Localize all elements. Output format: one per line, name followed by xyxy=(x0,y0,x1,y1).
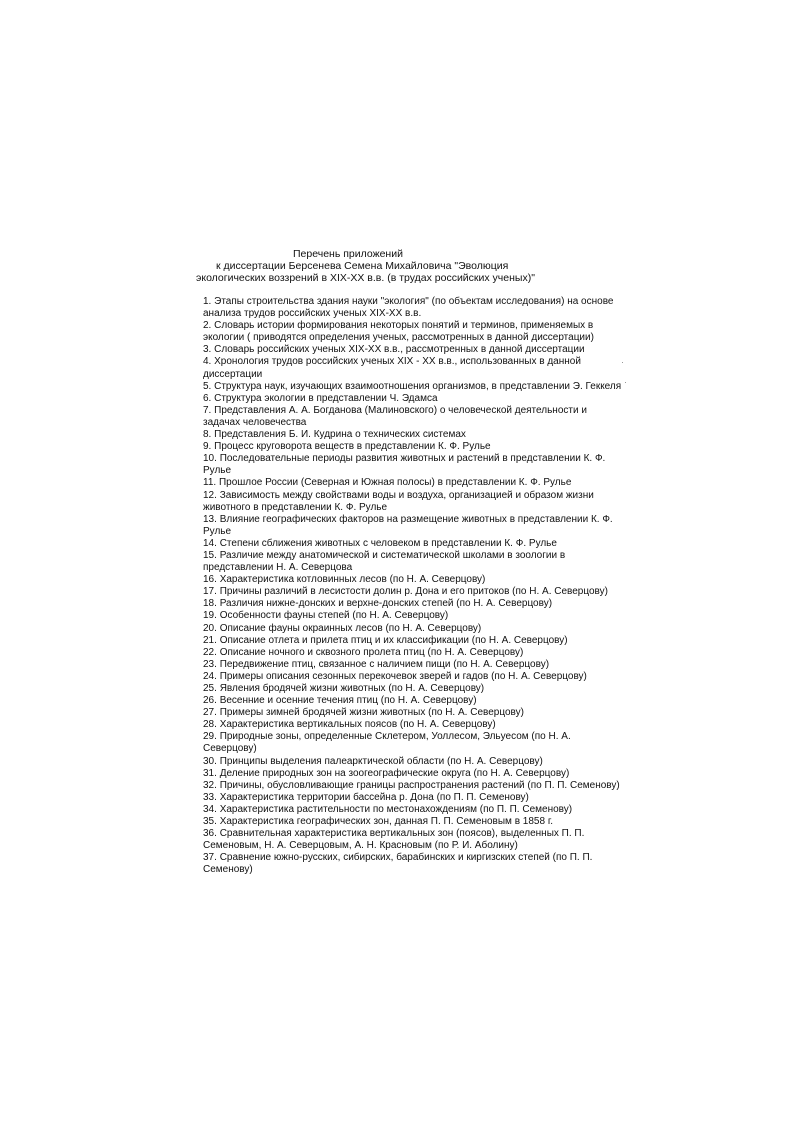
list-item-number: 34. xyxy=(203,803,217,815)
list-item-number: 18. xyxy=(203,598,217,610)
list-item-text: Сравнение южно-русских, сибирских, барабинских и киргизских степей (по П. П. Семенову) xyxy=(203,852,593,876)
list-item-number: 27. xyxy=(203,707,217,719)
list-item-number: 2. xyxy=(203,320,212,332)
list-item xyxy=(199,683,625,695)
list-item xyxy=(199,756,625,768)
list-item-text: Характеристика географических зон, данная П. П. Семеновым в 1858 г. xyxy=(219,816,554,828)
list-item-text: Описание отлета и прилета птиц и их классификации (по Н. А. Северцову) xyxy=(219,634,568,646)
list-item xyxy=(199,586,625,598)
list-item-text: Влияние географических факторов на размещение животных в представлении К. Ф. Рулье xyxy=(203,513,613,537)
list-item-number: 7. xyxy=(203,404,212,416)
list-item-number: 17. xyxy=(203,586,217,598)
list-item-text: Структура экологии в представлении Ч. Эдамса xyxy=(214,392,438,404)
list-item-number: 26. xyxy=(203,695,217,707)
list-item xyxy=(199,296,625,320)
list-item-text: Сравнительная характеристика вертикальных зон (поясов), выделенных П. П. Семеновым, Н. А. Северцовым, А. Н. Красновым (по Р. И. Аболину) xyxy=(203,828,585,852)
list-item-text: Словарь истории формирования некоторых понятий и терминов, применяемых в экологии ( приводятся определения ученых, рассмотренных в данной диссертации) xyxy=(203,320,594,344)
list-item xyxy=(199,514,625,538)
list-item-text: Особенности фауны степей (по Н. А. Северцову) xyxy=(219,610,449,622)
list-item-number: 4. xyxy=(203,356,212,368)
list-item-number: 35. xyxy=(203,816,217,828)
list-item xyxy=(199,707,625,719)
list-item xyxy=(199,828,625,852)
list-item-text: Последовательные периоды развития животных и растений в представлении К. Ф. Рулье xyxy=(203,453,606,477)
list-item xyxy=(199,719,625,731)
list-item xyxy=(199,647,625,659)
list-item-number: 14. xyxy=(203,537,217,549)
list-item-text: Представления Б. И. Кудрина о технических системах xyxy=(214,429,466,441)
list-item-text: Описание ночного и сквозного пролета птиц (по Н. А. Северцову) xyxy=(219,646,524,658)
list-item-number: 15. xyxy=(203,549,217,561)
list-item xyxy=(199,598,625,610)
list-item-number: 11. xyxy=(203,477,217,489)
list-item-number: 19. xyxy=(203,610,217,622)
list-item-number: 16. xyxy=(203,574,217,586)
document-header xyxy=(196,248,616,284)
list-item-number: 25. xyxy=(203,683,217,694)
list-item-number: 9. xyxy=(203,441,212,453)
header-line-3: экологических воззрений в XIX-XX в.в. (в трудах российских ученых)" xyxy=(196,272,535,284)
list-item-text: Причины различий в лесистости долин р. Дона и его притоков (по Н. А. Северцову) xyxy=(219,586,608,598)
list-item xyxy=(199,441,625,453)
list-item-text: Характеристика котловинных лесов (по Н. А. Северцову) xyxy=(219,574,486,586)
list-item-text: Явления бродячей жизни животных (по Н. А. Северцову) xyxy=(219,683,485,694)
list-item-text: Различие между анатомической и систематической школами в зоологии в представлении Н. А. Северцова xyxy=(203,549,566,574)
list-item xyxy=(199,320,625,344)
list-item xyxy=(199,550,625,574)
list-item-text: Принципы выделения палеарктической области (по Н. А. Северцову) xyxy=(219,755,543,767)
list-item-text: Зависимость между свойствами воды и воздуха, организацией и образом жизни животного в представлении К. Ф. Рулье xyxy=(203,489,594,513)
list-item-number: 20. xyxy=(203,622,217,634)
list-item xyxy=(199,574,625,586)
list-item-text: Этапы строительства здания науки "экология" (по объектам исследования) на основе анализа трудов российских ученых XIX-XX в.в. xyxy=(203,296,614,320)
list-item-text: Причины, обусловливающие границы распространения растений (по П. П. Семенову) xyxy=(219,779,620,791)
list-item xyxy=(199,453,625,477)
list-item-number: 3. xyxy=(203,344,212,356)
list-item xyxy=(199,610,625,622)
list-item-text: Прошлое России (Северная и Южная полосы) в представлении К. Ф. Рулье xyxy=(218,477,572,489)
list-item-number: 37. xyxy=(203,852,217,864)
header-line-2: к диссертации Берсенева Семена Михайловича "Эволюция xyxy=(216,260,509,272)
list-item-text: Представления А. А. Богданова (Малиновского) о человеческой деятельности и задачах человечества xyxy=(203,404,587,428)
list-item-number: 22. xyxy=(203,646,217,658)
list-item-text: Передвижение птиц, связанное с наличием пищи (по Н. А. Северцову) xyxy=(219,658,550,670)
list-item xyxy=(199,731,625,755)
list-item-number: 5. xyxy=(203,380,212,392)
list-item-number: 30. xyxy=(203,755,217,767)
list-item xyxy=(199,768,625,780)
list-item-text: Весенние и осенние течения птиц (по Н. А. Северцову) xyxy=(219,695,477,707)
appendix-list xyxy=(199,296,625,877)
list-item-number: 1. xyxy=(203,296,212,307)
list-item-text: Характеристика территории бассейна р. Дона (по П. П. Семенову) xyxy=(219,791,529,803)
list-item-number: 31. xyxy=(203,767,217,779)
list-item-text: Словарь российских ученых XIX-XX в.в., рассмотренных в данной диссертации xyxy=(214,344,585,356)
list-item xyxy=(199,635,625,647)
list-item xyxy=(199,792,625,804)
list-item-text: Структура наук, изучающих взаимоотношения организмов, в представлении Э. Геккеля xyxy=(214,380,622,392)
list-item-text: Хронология трудов российских ученых XIX - XX в.в., использованных в данной диссертации xyxy=(203,356,581,380)
list-item xyxy=(199,405,625,429)
list-item xyxy=(199,804,625,816)
list-item xyxy=(199,429,625,441)
list-item-number: 8. xyxy=(203,429,212,441)
list-item-number: 24. xyxy=(203,670,217,682)
list-item-number: 13. xyxy=(203,513,217,525)
list-item xyxy=(199,659,625,671)
list-item xyxy=(199,695,625,707)
list-item-number: 10. xyxy=(203,453,217,465)
list-item xyxy=(199,852,625,876)
list-item-number: 12. xyxy=(203,489,217,501)
list-item-text: Примеры зимней бродячей жизни животных (по Н. А. Северцову) xyxy=(219,707,524,719)
header-title: Перечень приложений xyxy=(293,248,403,260)
list-item-number: 36. xyxy=(203,828,217,840)
list-item-text: Характеристика вертикальных поясов (по Н. А. Северцову) xyxy=(219,719,496,731)
list-item-number: 33. xyxy=(203,791,217,803)
list-item xyxy=(199,381,625,393)
list-item-text: Деление природных зон на зоогеографические округа (по Н. А. Северцову) xyxy=(219,767,570,779)
list-item-text: Описание фауны окраинных лесов (по Н. А. Северцову) xyxy=(219,622,482,634)
list-item-text: Различия нижне-донских и верхне-донских степей (по Н. А. Северцову) xyxy=(219,598,553,610)
list-item-number: 23. xyxy=(203,658,217,670)
list-item-number: 6. xyxy=(203,392,212,404)
list-item xyxy=(199,490,625,514)
list-item-text: Природные зоны, определенные Склетером, Уоллесом, Эльуесом (по Н. А. Северцову) xyxy=(203,731,571,755)
list-item xyxy=(199,538,625,550)
list-item-text: Процесс круговорота веществ в представлении К. Ф. Рулье xyxy=(214,441,491,453)
list-item xyxy=(199,477,625,489)
list-item-number: 32. xyxy=(203,779,217,791)
scan-speck: · xyxy=(621,357,624,367)
list-item-text: Степени сближения животных с человеком в представлении К. Ф. Рулье xyxy=(219,537,557,549)
scan-speck: · xyxy=(624,377,627,387)
list-item-number: 28. xyxy=(203,719,217,731)
list-item xyxy=(199,780,625,792)
list-item-text: Характеристика растительности по местонахождениям (по П. П. Семенову) xyxy=(219,803,573,815)
list-item xyxy=(199,671,625,683)
list-item xyxy=(199,344,625,356)
list-item-text: Примеры описания сезонных перекочевок зверей и гадов (по Н. А. Северцову) xyxy=(219,670,587,682)
list-item-number: 21. xyxy=(203,634,217,646)
list-item-number: 29. xyxy=(203,731,217,743)
list-item xyxy=(199,816,625,828)
list-item xyxy=(199,623,625,635)
list-item xyxy=(199,393,625,405)
list-item xyxy=(199,356,625,380)
